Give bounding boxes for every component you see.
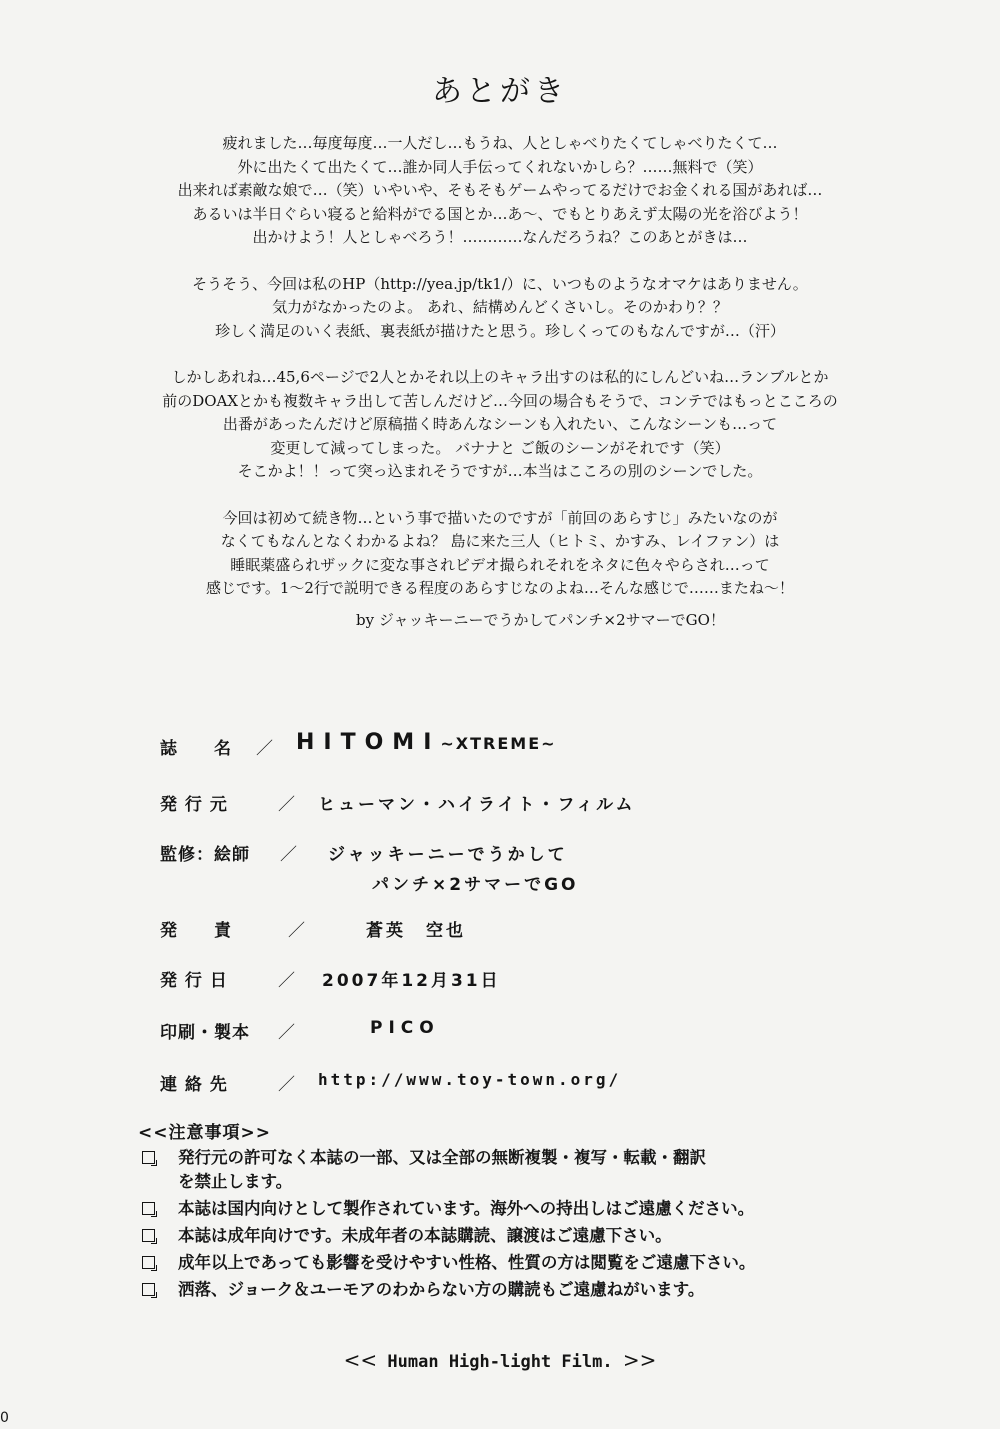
magazine-title: HITOMI [296, 730, 441, 755]
colophon-slash: ／ [278, 1075, 295, 1095]
colophon-label: 発 責 [160, 921, 232, 941]
checkbox-icon [142, 1283, 155, 1296]
colophon-label: 連 絡 先 [160, 1075, 228, 1095]
colophon-value: PICO [370, 1018, 440, 1038]
colophon-value: 蒼英 空也 [366, 921, 466, 941]
colophon-value [296, 730, 557, 755]
footer-left-angle: << [343, 1348, 378, 1372]
colophon-slash: ／ [288, 921, 305, 941]
notice-item [138, 1224, 898, 1248]
afterword-line: しかしあれね…45,6ページで2人とかそれ以上のキャラ出すのは私的にしんどいね…ランブルとか [171, 368, 829, 386]
checkbox-icon [142, 1229, 155, 1242]
afterword-paragraph [100, 273, 900, 344]
afterword-line: 疲れました…毎度毎度…一人だし…もうね、人としゃべりたくてしゃべりたくて… [222, 134, 778, 152]
afterword-line: 睡眠薬盛られザックに変な事されビデオ撮られそれをネタに色々やらされ…って [230, 555, 770, 574]
colophon-label: 発 行 元 [160, 795, 228, 815]
afterword-line: そこかよ！！って突っ込まれそうですが…本当はこころの別のシーンでした。 [237, 462, 763, 480]
page-number: 0 [0, 1410, 9, 1426]
colophon-label: 発 行 日 [160, 971, 228, 991]
afterword-line: 感じです。1～2行で説明できる程度のあらすじなのよね…そんな感じで……またね～！ [206, 579, 794, 597]
checkbox-icon [142, 1202, 155, 1215]
page-title: あとがき [432, 74, 568, 109]
colophon-label: 監修：絵師 [160, 845, 250, 865]
colophon-slash: ／ [278, 971, 295, 991]
notice-item [138, 1251, 898, 1275]
notices-section [138, 1118, 898, 1302]
colophon-value-continued: パンチ×2サマーでGO [372, 875, 579, 895]
afterword-line: 前のDOAXとかも複数キャラ出して苦しんだけど…今回の場合もそうで、コンテではもっとこころの [162, 391, 838, 410]
colophon-slash: ／ [278, 795, 295, 815]
afterword-line: 出番があったんだけど原稿描く時あんなシーンも入れたい、こんなシーンも…って [222, 415, 778, 433]
colophon-value: ヒューマン・ハイライト・フィルム [318, 795, 636, 815]
afterword-line: 外に出たくて出たくて…誰か同人手伝ってくれないかしら？……無料で（笑） [237, 157, 763, 176]
afterword-paragraph [100, 507, 900, 601]
checkbox-icon [142, 1151, 155, 1164]
notice-item [138, 1197, 898, 1221]
notice-item [138, 1146, 898, 1194]
magazine-subtitle: ~XTREME~ [440, 734, 557, 753]
checkbox-icon [142, 1256, 155, 1269]
afterword-line: 今回は初めて続き物…という事で描いたのですが「前回のあらすじ」みたいなのが [222, 508, 778, 527]
notice-text: 洒落、ジョーク＆ユーモアのわからない方の購読もご遠慮ねがいます。 [178, 1280, 705, 1299]
contact-url: http://www.toy-town.org/ [318, 1070, 622, 1089]
notices-heading: <<注意事項>> [138, 1123, 271, 1143]
colophon-slash: ／ [278, 1023, 295, 1043]
notice-item [138, 1278, 898, 1302]
afterword-line: あるいは半日ぐらい寝ると給料がでる国とか…あ～、でもとりあえず太陽の光を浴びよう！ [192, 204, 808, 223]
colophon-slash: ／ [256, 739, 273, 759]
afterword-text [100, 132, 900, 624]
notice-text: 成年以上であっても影響を受けやすい性格、性質の方は閲覧をご遠慮下さい。 [178, 1253, 756, 1272]
afterword-line: 気力がなかったのよ。 あれ、結構めんどくさいし。そのかわり？？ [272, 298, 728, 316]
notice-text-continued: を禁止します。 [178, 1172, 293, 1191]
notice-text: 本誌は成年向けです。未成年者の本誌購読、譲渡はご遠慮下さい。 [178, 1226, 672, 1245]
afterword-line: 出かけよう！人としゃべろう！…………なんだろうね？このあとがきは… [252, 228, 748, 246]
afterword-line: 珍しく満足のいく表紙、裏表紙が描けたと思う。珍しくってのもなんですが…（汗） [215, 321, 785, 340]
colophon-label: 誌 名 [160, 739, 232, 759]
footer-right-angle: >> [622, 1348, 657, 1372]
afterword-line: なくてもなんとなくわかるよね？ 島に来た三人（ヒトミ、かすみ、レイファン）は [220, 532, 780, 550]
afterword-signature: by ジャッキーニーでうかしてパンチ×2サマーでGO！ [356, 611, 725, 629]
notice-text: 本誌は国内向けとして製作されています。海外への持出しはご遠慮ください。 [178, 1199, 755, 1218]
footer-text: Human High-light Film. [387, 1352, 613, 1372]
afterword-line: そうそう、今回は私のHP（http://yea.jp/tk1/）に、いつものようなオマケはありません。 [192, 274, 808, 293]
colophon-label: 印刷・製本 [160, 1023, 250, 1043]
colophon-value: 2007年12月31日 [322, 971, 501, 991]
notice-text: 発行元の許可なく本誌の一部、又は全部の無断複製・複写・転載・翻訳 [178, 1148, 706, 1167]
colophon-value: ジャッキーニーでうかして [328, 845, 568, 865]
afterword-line: 変更して減ってしまった。 バナナと ご飯のシーンがそれです（笑） [270, 438, 730, 457]
afterword-line: 出来れば素敵な娘で…（笑）いやいや、そもそもゲームやってるだけでお金くれる国があれば… [177, 181, 823, 199]
afterword-paragraph [100, 366, 900, 484]
afterword-paragraph [100, 132, 900, 250]
colophon-slash: ／ [280, 845, 297, 865]
footer-circle-name [0, 1348, 1000, 1372]
